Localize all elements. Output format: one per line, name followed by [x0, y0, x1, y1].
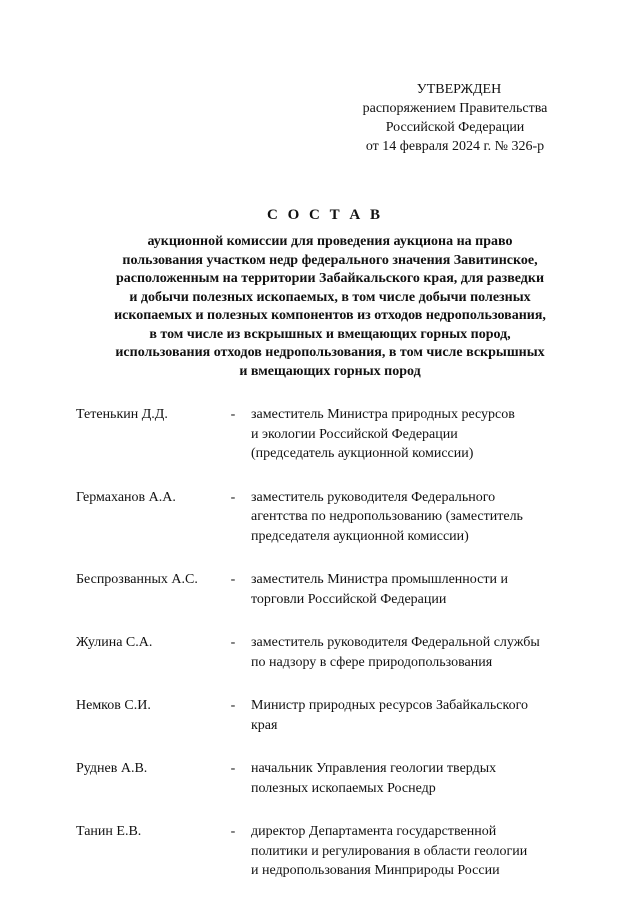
approval-line: распоряжением Правительства	[362, 101, 548, 116]
member-row	[76, 488, 576, 547]
member-name: Беспрозванных А.С.	[76, 572, 198, 587]
member-row	[76, 759, 576, 798]
member-row	[76, 405, 576, 464]
member-name: Немков С.И.	[76, 698, 151, 713]
member-role: директор Департамента государственной политики и регулирования в области геологии и недропользования Минприроды России	[251, 824, 528, 878]
approval-block	[340, 80, 570, 156]
subtitle-line: и вмещающих горных пород	[239, 363, 421, 379]
member-dash: -	[230, 489, 236, 505]
member-role: заместитель руководителя Федерального агентства по недропользованию (заместитель председателя аукционной комиссии)	[251, 489, 523, 544]
member-row	[76, 570, 576, 609]
member-name: Жулина С.А.	[76, 635, 153, 650]
approval-line: от 14 февраля 2024 г. № 326-р	[365, 139, 545, 154]
member-dash: -	[230, 572, 236, 587]
subtitle-line: использования отходов недропользования, в том числе вскрышных	[115, 345, 545, 360]
member-dash: -	[230, 824, 236, 839]
member-name: Гермаханов А.А.	[76, 489, 176, 505]
subtitle-line: расположенным на территории Забайкальского края, для разведки	[115, 271, 545, 286]
member-dash: -	[230, 407, 236, 422]
members-list	[76, 405, 576, 905]
member-name: Руднев А.В.	[76, 761, 148, 776]
approval-title: УТВЕРЖДЕН	[416, 82, 502, 97]
member-role: начальник Управления геологии твердых полезных ископаемых Роснедр	[251, 761, 497, 796]
member-dash: -	[230, 698, 236, 713]
member-name: Танин Е.В.	[76, 824, 142, 839]
member-dash: -	[230, 761, 236, 776]
member-role: Министр природных ресурсов Забайкальского края	[251, 698, 528, 733]
member-role: заместитель Министра промышленности и торговли Российской Федерации	[251, 572, 508, 607]
member-row	[76, 822, 576, 881]
subtitle-line: ископаемых и полезных компонентов из отходов недропользования,	[114, 308, 546, 323]
subtitle-line: аукционной комиссии для проведения аукциона на право	[147, 234, 513, 249]
member-row	[76, 696, 576, 735]
subtitle-line: и добычи полезных ископаемых, в том числе добычи полезных	[129, 289, 531, 305]
member-role: заместитель руководителя Федеральной службы по надзору в сфере природопользования	[251, 635, 540, 670]
member-dash: -	[230, 635, 236, 650]
subtitle-line: пользования участком недр федерального значения Завитинское,	[122, 252, 538, 268]
member-name: Тетенькин Д.Д.	[76, 407, 168, 422]
subtitle-line: в том числе из вскрышных и вмещающих горных пород,	[149, 326, 511, 342]
document-title: С О С Т А В	[267, 207, 383, 223]
document-subtitle	[70, 233, 590, 381]
approval-line: Российской Федерации	[385, 120, 525, 135]
member-row	[76, 633, 576, 672]
member-role: заместитель Министра природных ресурсов и экологии Российской Федерации (председатель аукционной комиссии)	[251, 407, 515, 461]
